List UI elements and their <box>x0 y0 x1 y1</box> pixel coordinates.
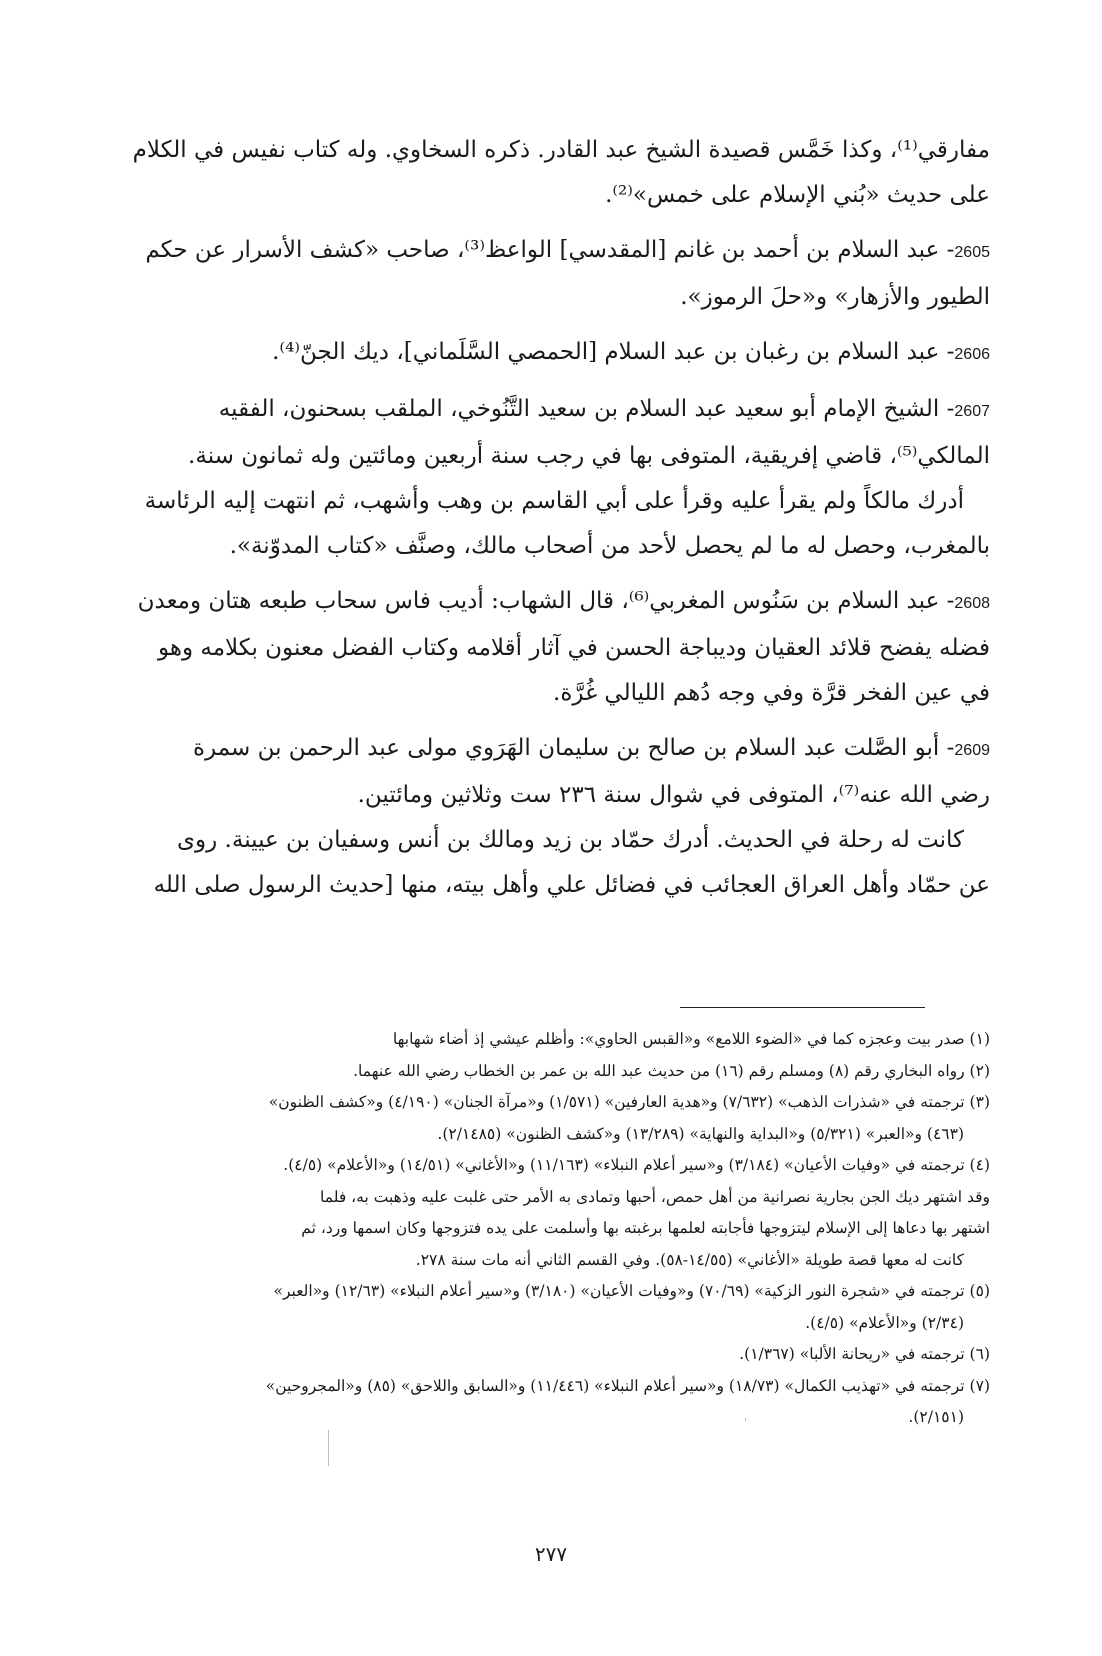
entry-2608: 2608- عبد السلام بن سَنُوس المغربي⁽⁶⁾، قال الشهاب: أديب فاس سحاب طبعه هتان ومعدن فضله يفضح قلائد العقيان وديباجة الحسن في آثار أقلامه وكتاب الفضل معنون بكلامه وهو في عين الفخر قرَّة وفي وجه دُهم الليالي غُرَّة. <box>112 579 990 716</box>
entry-line: أبو الصَّلت عبد السلام بن صالح بن سليمان الهَرَوي مولى عبد الرحمن بن سمرة <box>192 735 940 761</box>
footnote-line: (٢/١٥١). <box>908 1408 964 1426</box>
entry-2607-paragraph <box>112 479 990 569</box>
footnote-line: (٤) ترجمته في «وفيات الأعيان» (٣/١٨٤) و«سير أعلام النبلاء» (١١/١٦٣) و«الأغاني» (١٤/٥١) و«الأعلام» (٤/٥). <box>283 1156 990 1174</box>
intro-paragraph <box>112 128 990 218</box>
scan-mark <box>328 1430 329 1466</box>
entry-number: 2606 <box>954 346 990 363</box>
footnote-2 <box>112 1056 990 1088</box>
paragraph-line: بالمغرب، وحصل له ما لم يحصل لأحد من أصحاب مالك، وصنَّف «كتاب المدوّنة». <box>229 533 990 559</box>
footnote-line: (٦) ترجمته في «ريحانة الألبا» (١/٣٦٧). <box>739 1345 990 1363</box>
main-text <box>112 128 990 908</box>
footnote-divider <box>680 1007 925 1008</box>
footnote-line: (٣) ترجمته في «شذرات الذهب» (٧/٦٣٢) و«هدية العارفين» (١/٥٧١) و«مرآة الجنان» (٤/١٩٠) و«كشف الظنون» <box>268 1093 990 1111</box>
footnote-1 <box>112 1024 990 1056</box>
entry-2609: 2609- أبو الصَّلت عبد السلام بن صالح بن سليمان الهَرَوي مولى عبد الرحمن بن سمرة رضي الله عنه⁽⁷⁾، المتوفى في شوال سنة ٢٣٦ ست وثلاثين ومائتين. <box>112 726 990 818</box>
footnote-line: اشتهر بها دعاها إلى الإسلام ليتزوجها فأجابته لعلمها برغبته بها وأسلمت على يده فتزوجها وكان اسمها ورد، ثم <box>301 1219 990 1237</box>
entry-number: 2607 <box>954 403 990 420</box>
footnote-6 <box>112 1339 990 1371</box>
entry-number: 2608 <box>954 595 990 612</box>
footnote-line: (٥) ترجمته في «شجرة النور الزكية» (٧٠/٦٩) و«وفيات الأعيان» (٣/١٨٠) و«سير أعلام النبلاء» (١٢/٦٣) و«العبر» <box>273 1282 990 1300</box>
paragraph-line: أدرك مالكاً ولم يقرأ عليه وقرأ على أبي القاسم بن وهب وأشهب، ثم انتهت إليه الرئاسة <box>144 488 964 514</box>
footnote-line: (١) صدر بيت وعجزه كما في «الضوء اللامع» و«القبس الحاوي»: وأظلم عيشي إذ أضاء شهابها <box>392 1030 990 1048</box>
entry-line: عبد السلام بن رغبان بن عبد السلام [الحمصي السَّلَماني]، ديك الجنّ⁽⁴⁾. <box>272 339 940 365</box>
entry-2607: 2607- الشيخ الإمام أبو سعيد عبد السلام بن سعيد التَّنُوخي، الملقب بسحنون، الفقيه المالكي⁽⁵⁾، قاضي إفريقية، المتوفى بها في رجب سنة أربعين ومائتين وله ثمانون سنة. <box>112 387 990 479</box>
footnote-4 <box>112 1150 990 1276</box>
footnote-7 <box>112 1371 990 1434</box>
footnote-5 <box>112 1276 990 1339</box>
entry-line: فضله يفضح قلائد العقيان وديباجة الحسن في آثار أقلامه وكتاب الفضل معنون بكلامه وهو <box>157 635 990 661</box>
intro-line: على حديث «بُني الإسلام على خمس»⁽²⁾. <box>605 182 990 208</box>
page-number: ٢٧٧ <box>534 1542 568 1566</box>
entry-line: الطيور والأزهار» و«حلَ الرموز». <box>680 284 990 310</box>
entry-number: 2605 <box>954 244 990 261</box>
entry-2605: 2605- عبد السلام بن أحمد بن غانم [المقدسي] الواعظ⁽³⁾، صاحب «كشف الأسرار عن حكم الطيور والأزهار» و«حلَ الرموز». <box>112 228 990 320</box>
footnote-line: (٢) رواه البخاري رقم (٨) ومسلم رقم (١٦) من حديث عبد الله بن عمر بن الخطاب رضي الله عنهما. <box>353 1061 990 1080</box>
entry-number: 2609 <box>954 742 990 759</box>
entry-line: رضي الله عنه⁽⁷⁾، المتوفى في شوال سنة ٢٣٦ ست وثلاثين ومائتين. <box>357 782 990 808</box>
entry-line: المالكي⁽⁵⁾، قاضي إفريقية، المتوفى بها في رجب سنة أربعين ومائتين وله ثمانون سنة. <box>188 443 990 469</box>
paragraph-line: كانت له رحلة في الحديث. أدرك حمّاد بن زيد ومالك بن أنس وسفيان بن عيينة. روى <box>177 827 964 853</box>
footnote-line: (٤٦٣) و«العبر» (٥/٣٢١) و«البداية والنهاية» (١٣/٢٨٩) و«كشف الظنون» (٢/١٤٨٥). <box>437 1124 964 1143</box>
entry-2606: 2606- عبد السلام بن رغبان بن عبد السلام [الحمصي السَّلَماني]، ديك الجنّ⁽⁴⁾. <box>112 330 990 377</box>
entry-line: عبد السلام بن أحمد بن غانم [المقدسي] الواعظ⁽³⁾، صاحب «كشف الأسرار عن حكم <box>145 237 940 263</box>
entry-2609-paragraph <box>112 818 990 908</box>
footnote-line: (٧) ترجمته في «تهذيب الكمال» (١٨/٧٣) و«سير أعلام النبلاء» (١١/٤٤٦) و«السابق واللاحق» (٨٥) و«المجروحين» <box>265 1376 990 1395</box>
footnote-line: كانت له معها قصة طويلة «الأغاني» (١٤/٥٥-٥٨). وفي القسم الثاني أنه مات سنة ٢٧٨. <box>415 1250 964 1269</box>
entry-line: عبد السلام بن سَنُوس المغربي⁽⁶⁾، قال الشهاب: أديب فاس سحاب طبعه هتان ومعدن <box>137 588 940 614</box>
intro-line: مفارقي⁽¹⁾، وكذا خَمَّس قصيدة الشيخ عبد القادر. ذكره السخاوي. وله كتاب نفيس في الكلام <box>132 137 990 163</box>
entry-line: الشيخ الإمام أبو سعيد عبد السلام بن سعيد التَّنُوخي، الملقب بسحنون، الفقيه <box>218 396 940 422</box>
scan-mark <box>745 1418 746 1421</box>
paragraph-line: عن حمّاد وأهل العراق العجائب في فضائل علي وأهل بيته، منها [حديث الرسول صلى الله <box>153 872 990 898</box>
footnotes <box>112 1024 990 1434</box>
entry-line: في عين الفخر قرَّة وفي وجه دُهم الليالي غُرَّة. <box>553 680 990 706</box>
footnote-line: وقد اشتهر ديك الجن بجارية نصرانية من أهل حمص، أحبها وتمادى به الأمر حتى غلبت عليه وذهبت به، فلما <box>320 1187 990 1206</box>
footnote-3 <box>112 1087 990 1150</box>
footnote-line: (٢/٣٤) و«الأعلام» (٤/٥). <box>805 1313 964 1332</box>
